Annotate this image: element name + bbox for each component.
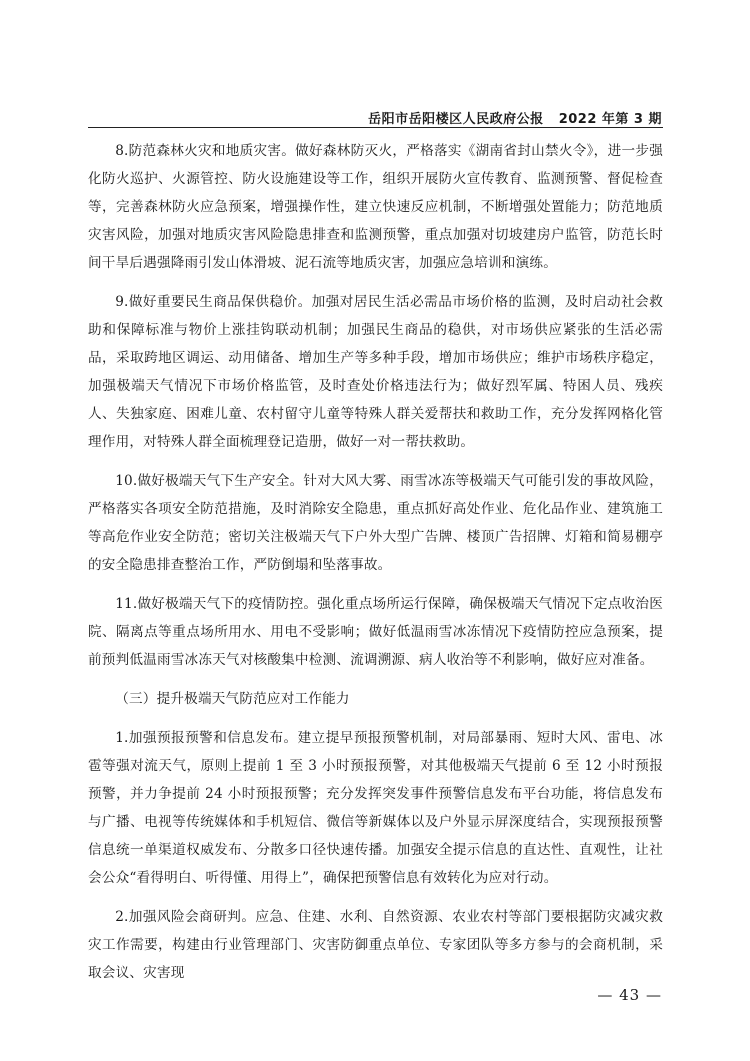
bulletin-title: 岳阳市岳阳楼区人民政府公报 <box>368 112 544 127</box>
section-heading: （三）提升极端天气防范应对工作能力 <box>115 691 350 707</box>
paragraph-production-safety: 10.做好极端天气下生产安全。针对大风大雾、雨雪冰冻等极端天气可能引发的事故风险，严格落实各项安全防范措施，及时消除安全隐患，重点抓好高处作业、危化品作业、建筑施工等高危作业安全防范；密切关注极端天气下户外大型广告牌、楼顶广告招牌、灯箱和简易棚亭的安全隐患排查整治工作，严防倒塌和坠落事故。 <box>88 473 663 573</box>
document-body <box>88 137 663 987</box>
page-header <box>368 108 662 127</box>
paragraph-forest-fire-geohazard: 8.防范森林火灾和地质灾害。做好森林防灭火，严格落实《湖南省封山禁火令》，进一步强化防火巡护、火源管控、防火设施建设等工作，组织开展防火宣传教育、监测预警、督促检查等，完善森林防火应急预案，增强操作性，建立快速反应机制，不断增强处置能力；防范地质灾害风险，加强对地质灾害风险隐患排查和监测预警，重点加强对切坡建房户监管，防范长时间干旱后遇强降雨引发山体滑坡、泥石流等地质灾害，加强应急培训和演练。 <box>88 143 663 271</box>
paragraph-livelihood-supply: 9.做好重要民生商品保供稳价。加强对居民生活必需品市场价格的监测，及时启动社会救助和保障标准与物价上涨挂钩联动机制；加强民生商品的稳供，对市场供应紧张的生活必需品，采取跨地区调运、动用储备、增加生产等多种手段，增加市场供应；维护市场秩序稳定，加强极端天气情况下市场价格监管，及时查处价格违法行为；做好烈军属、特困人员、残疾人、失独家庭、困难儿童、农村留守儿童等特殊人群关爱帮扶和救助工作，充分发挥网格化管理作用，对特殊人群全面梳理登记造册，做好一对一帮扶救助。 <box>88 294 663 450</box>
paragraph-risk-consultation: 2.加强风险会商研判。应急、住建、水利、自然资源、农业农村等部门要根据防灾减灾救灾工作需要，构建由行业管理部门、灾害防御重点单位、专家团队等多方参与的会商机制，采取会议、灾害现 <box>88 909 663 981</box>
paragraph-forecast-warning: 1.加强预报预警和信息发布。建立提早预报预警机制，对局部暴雨、短时大风、雷电、冰雹等强对流天气，原则上提前 1 至 3 小时预报预警，对其他极端天气提前 6 至 12 小时预报预警，并力争提前 24 小时预报预警；充分发挥突发事件预警信息发布平台功能，将信息发布与广播、电视等传统媒体和手机短信、微信等新媒体以及户外显示屏深度结合，实现预报预警信息统一单渠道权威发布、分散多口径快速传播。加强安全提示信息的直达性、直观性，让社会公众“看得明白、听得懂、用得上”，确保把预警信息有效转化为应对行动。 <box>88 730 663 886</box>
page-number: — 43 — <box>597 986 662 1004</box>
paragraph-epidemic-control: 11.做好极端天气下的疫情防控。强化重点场所运行保障，确保极端天气情况下定点收治医院、隔离点等重点场所用水、用电不受影响；做好低温雨雪冰冻情况下疫情防控应急预案，提前预判低温雨雪冰冻天气对核酸集中检测、流调溯源、病人收治等不利影响，做好应对准备。 <box>88 596 663 668</box>
header-divider <box>88 127 663 128</box>
issue-number: 2022 年第 3 期 <box>558 112 662 127</box>
